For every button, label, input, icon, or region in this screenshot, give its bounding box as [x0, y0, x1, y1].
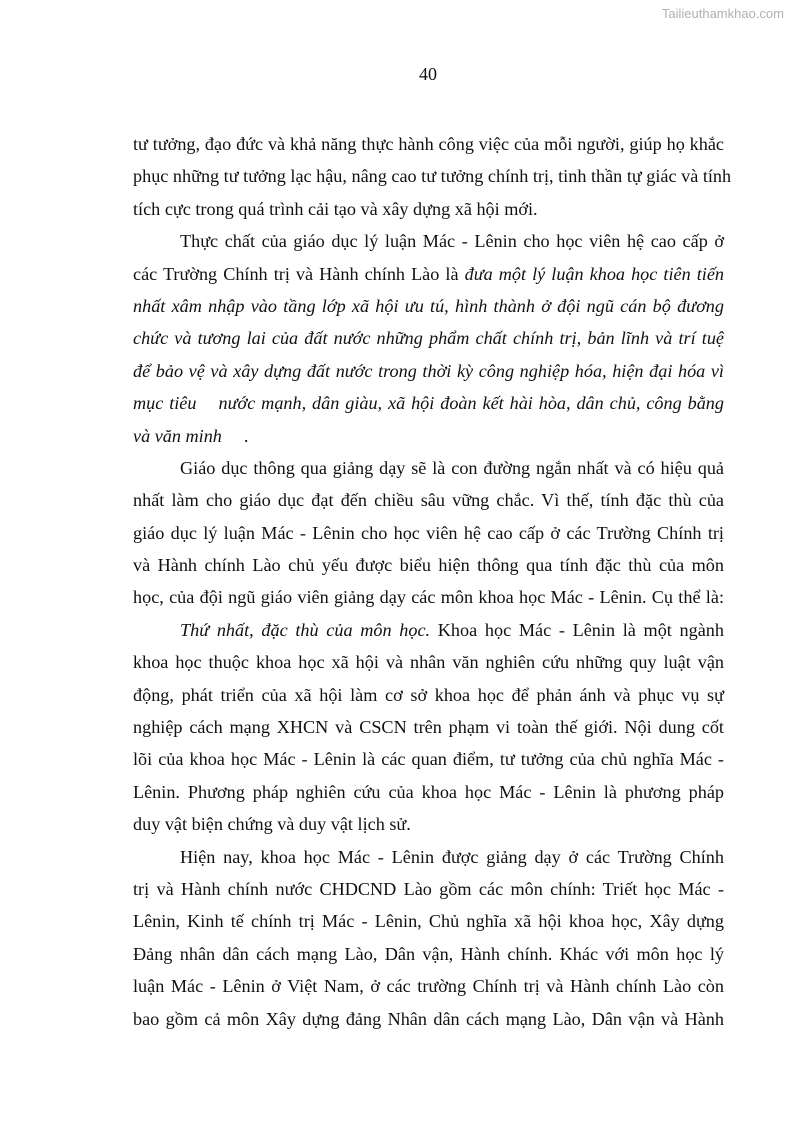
italic-text: chức và tương lai của đất nước những phẩm chất chính trị, bản lĩnh và trí tuệ — [133, 328, 724, 349]
text-line — [133, 614, 724, 646]
text-line — [133, 452, 724, 484]
italic-text: nước mạnh, dân giàu, xã hội đoàn kết hài hòa, dân chủ, công bằng — [218, 393, 724, 414]
text-segment: các Trường Chính trị và Hành chính Lào là — [133, 263, 465, 284]
text-segment: duy vật biện chứng và duy vật lịch sử. — [133, 814, 411, 835]
text-line — [133, 387, 724, 419]
text-line — [133, 322, 724, 354]
text-line — [133, 1003, 724, 1035]
italic-text: Thứ nhất, đặc thù của môn học. — [180, 619, 431, 640]
text-line — [133, 258, 724, 290]
text-segment: phục những tư tưởng lạc hậu, nâng cao tư tưởng chính trị, tinh thần tự giác và tính — [133, 166, 732, 187]
text-line — [133, 420, 724, 452]
text-segment: động, phát triển của xã hội làm cơ sở khoa học để phản ánh và phục vụ sự — [133, 684, 724, 705]
text-segment: Đảng nhân dân cách mạng Lào, Dân vận, Hành chính. Khác với môn học lý — [133, 943, 724, 964]
text-line — [133, 549, 724, 581]
text-segment: học, của đội ngũ giáo viên giảng dạy các môn khoa học Mác - Lênin. Cụ thể là: — [133, 587, 724, 608]
text-segment: luận Mác - Lênin ở Việt Nam, ở các trường Chính trị và Hành chính Lào còn — [133, 976, 724, 997]
text-line — [133, 938, 724, 970]
text-line — [133, 484, 724, 516]
text-line — [133, 128, 724, 160]
text-line — [133, 776, 724, 808]
text-segment: nhất làm cho giáo dục đạt đến chiều sâu vững chắc. Vì thế, tính đặc thù của — [133, 490, 724, 511]
watermark: Tailieuthamkhao.com — [661, 6, 784, 21]
text-line — [133, 225, 724, 257]
text-segment: . — [243, 425, 249, 446]
text-line — [133, 517, 724, 549]
italic-text: đưa một lý luận khoa học tiên tiến — [464, 263, 724, 284]
italic-text: nhất xâm nhập vào tầng lớp xã hội ưu tú, hình thành ở đội ngũ cán bộ đương — [133, 295, 724, 316]
italic-text: mục tiêu — [133, 393, 197, 414]
text-segment: bao gồm cả môn Xây dựng đảng Nhân dân cách mạng Lào, Dân vận và Hành — [133, 1008, 724, 1029]
text-segment: Hiện nay, khoa học Mác - Lênin được giảng dạy ở các Trường Chính — [180, 846, 724, 867]
text-segment: và Hành chính Lào chủ yếu được biểu hiện thông qua tính đặc thù của môn — [133, 555, 724, 576]
text-line — [133, 581, 724, 613]
text-line — [133, 193, 724, 225]
text-line — [133, 743, 724, 775]
italic-text: để bảo vệ và xây dựng đất nước trong thời kỳ công nghiệp hóa, hiện đại hóa vì — [133, 360, 724, 381]
text-segment: Giáo dục thông qua giảng dạy sẽ là con đường ngắn nhất và có hiệu quả — [180, 457, 724, 478]
text-segment: Thực chất của giáo dục lý luận Mác - Lênin cho học viên hệ cao cấp ở — [180, 231, 724, 252]
text-segment: khoa học thuộc khoa học xã hội và nhân văn nghiên cứu những quy luật vận — [133, 652, 724, 673]
text-line — [133, 711, 724, 743]
text-segment: nghiệp cách mạng XHCN và CSCN trên phạm vi toàn thế giới. Nội dung cốt — [133, 717, 724, 738]
page-number: 40 — [419, 64, 437, 84]
text-segment: Lênin, Kinh tế chính trị Mác - Lênin, Chủ nghĩa xã hội khoa học, Xây dựng — [133, 911, 724, 932]
text-line — [133, 841, 724, 873]
text-segment: Khoa học Mác - Lênin là một ngành — [430, 619, 724, 640]
text-line — [133, 905, 724, 937]
text-segment: giáo dục lý luận Mác - Lênin cho học viên hệ cao cấp ở các Trường Chính trị — [133, 522, 724, 543]
text-segment: trị và Hành chính nước CHDCND Lào gồm các môn chính: Triết học Mác - — [133, 878, 724, 899]
text-line — [133, 355, 724, 387]
text-segment: lõi của khoa học Mác - Lênin là các quan điểm, tư tưởng của chủ nghĩa Mác - — [133, 749, 724, 770]
document-body — [133, 128, 732, 1035]
text-segment: Lênin. Phương pháp nghiên cứu của khoa học Mác - Lênin là phương pháp — [133, 781, 724, 802]
text-segment: tư tưởng, đạo đức và khả năng thực hành công việc của mỗi người, giúp họ khắc — [133, 134, 724, 154]
text-line — [133, 873, 724, 905]
text-line — [133, 290, 724, 322]
text-line — [133, 970, 724, 1002]
text-line — [133, 679, 724, 711]
text-segment: tích cực trong quá trình cải tạo và xây dựng xã hội mới. — [133, 198, 538, 219]
text-line — [133, 160, 732, 192]
text-line — [133, 646, 724, 678]
italic-text: và văn minh — [133, 425, 222, 446]
text-line — [133, 808, 724, 840]
